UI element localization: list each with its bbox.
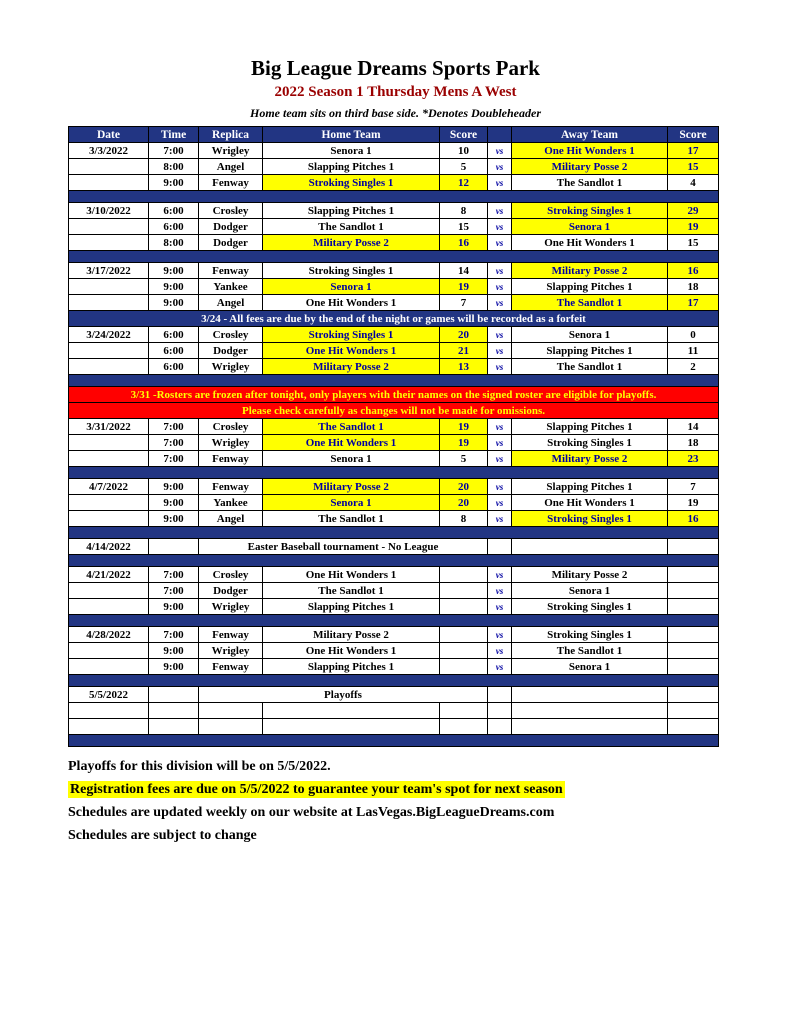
separator-bar [69, 375, 719, 387]
empty-cell [263, 703, 440, 719]
game-row [69, 279, 719, 295]
away-team-cell [512, 539, 668, 555]
time-cell: 7:00 [149, 419, 199, 435]
separator-bar [69, 467, 719, 479]
replica-cell: Angel [199, 511, 263, 527]
home-team-cell: The Sandlot 1 [263, 419, 440, 435]
empty-cell [69, 719, 149, 735]
replica-cell: Fenway [199, 479, 263, 495]
away-team-cell: Slapping Pitches 1 [512, 279, 668, 295]
separator-bar [69, 527, 719, 539]
date-cell [69, 235, 149, 251]
replica-cell: Fenway [199, 659, 263, 675]
event-cell: Playoffs [199, 687, 488, 703]
away-team-cell: Stroking Singles 1 [512, 203, 668, 219]
home-team-cell: One Hit Wonders 1 [263, 643, 440, 659]
game-row [69, 235, 719, 251]
date-cell [69, 583, 149, 599]
home-team-cell: One Hit Wonders 1 [263, 435, 440, 451]
separator-bar [69, 735, 719, 747]
vs-label: vs [488, 295, 512, 311]
replica-cell: Wrigley [199, 643, 263, 659]
date-cell: 5/5/2022 [69, 687, 149, 703]
game-row [69, 583, 719, 599]
time-cell: 7:00 [149, 451, 199, 467]
header-vs [488, 127, 512, 143]
date-cell: 3/17/2022 [69, 263, 149, 279]
game-row [69, 203, 719, 219]
empty-cell [512, 719, 668, 735]
separator-bar [69, 615, 719, 627]
replica-cell: Crosley [199, 327, 263, 343]
vs-label: vs [488, 175, 512, 191]
away-team-cell: Military Posse 2 [512, 263, 668, 279]
away-team-cell: Stroking Singles 1 [512, 511, 668, 527]
game-row [69, 495, 719, 511]
page-subtitle: 2022 Season 1 Thursday Mens A West [274, 84, 517, 100]
away-team-cell: One Hit Wonders 1 [512, 143, 668, 159]
home-score-cell: 8 [440, 511, 488, 527]
home-team-cell: One Hit Wonders 1 [263, 295, 440, 311]
home-team-cell: Senora 1 [263, 279, 440, 295]
roster-alert-line: 3/31 -Rosters are frozen after tonight, only players with their names on the signed roster are eligible for playoffs. [69, 387, 719, 403]
notice-banner-row [69, 311, 719, 327]
away-team-cell: Senora 1 [512, 659, 668, 675]
away-score-cell [668, 567, 719, 583]
vs-label: vs [488, 435, 512, 451]
away-team-cell: Senora 1 [512, 583, 668, 599]
time-cell: 6:00 [149, 359, 199, 375]
home-team-cell: Slapping Pitches 1 [263, 203, 440, 219]
away-team-cell: The Sandlot 1 [512, 175, 668, 191]
home-score-cell: 20 [440, 495, 488, 511]
empty-cell [440, 703, 488, 719]
empty-cell [512, 703, 668, 719]
replica-cell: Angel [199, 159, 263, 175]
vs-label: vs [488, 495, 512, 511]
home-score-cell: 13 [440, 359, 488, 375]
home-team-cell: Military Posse 2 [263, 627, 440, 643]
home-score-cell: 12 [440, 175, 488, 191]
time-cell: 7:00 [149, 567, 199, 583]
replica-cell: Angel [199, 295, 263, 311]
date-cell: 3/24/2022 [69, 327, 149, 343]
home-score-cell: 19 [440, 435, 488, 451]
away-score-cell [668, 659, 719, 675]
home-score-cell: 15 [440, 219, 488, 235]
away-team-cell: Stroking Singles 1 [512, 435, 668, 451]
away-team-cell: Senora 1 [512, 327, 668, 343]
home-score-cell [440, 643, 488, 659]
separator-bar [69, 191, 719, 203]
footer-notes [68, 759, 723, 844]
vs-label: vs [488, 219, 512, 235]
game-row [69, 359, 719, 375]
vs-empty-cell [488, 539, 512, 555]
replica-cell: Fenway [199, 451, 263, 467]
home-team-cell: Stroking Singles 1 [263, 263, 440, 279]
away-score-cell: 11 [668, 343, 719, 359]
away-score-cell: 2 [668, 359, 719, 375]
date-cell [69, 643, 149, 659]
time-cell: 9:00 [149, 659, 199, 675]
date-cell: 4/7/2022 [69, 479, 149, 495]
away-score-cell [668, 539, 719, 555]
date-cell [69, 295, 149, 311]
date-cell: 4/21/2022 [69, 567, 149, 583]
home-score-cell: 14 [440, 263, 488, 279]
roster-alert-line: Please check carefully as changes will not be made for omissions. [69, 403, 719, 419]
home-team-cell: One Hit Wonders 1 [263, 343, 440, 359]
date-cell: 4/14/2022 [69, 539, 149, 555]
away-score-cell: 18 [668, 435, 719, 451]
separator-row [69, 191, 719, 203]
home-score-cell: 8 [440, 203, 488, 219]
empty-row [69, 719, 719, 735]
time-cell: 9:00 [149, 295, 199, 311]
home-team-cell: The Sandlot 1 [263, 583, 440, 599]
date-cell: 3/3/2022 [69, 143, 149, 159]
away-score-cell [668, 583, 719, 599]
empty-cell [668, 703, 719, 719]
time-cell: 8:00 [149, 235, 199, 251]
footer-registration-note: Registration fees are due on 5/5/2022 to guarantee your team's spot for next season [70, 782, 563, 797]
away-team-cell: Slapping Pitches 1 [512, 343, 668, 359]
header-date: Date [69, 127, 149, 143]
empty-cell [488, 703, 512, 719]
vs-label: vs [488, 583, 512, 599]
separator-row [69, 467, 719, 479]
vs-label: vs [488, 659, 512, 675]
vs-label: vs [488, 159, 512, 175]
replica-cell: Yankee [199, 279, 263, 295]
away-score-cell: 29 [668, 203, 719, 219]
replica-cell: Wrigley [199, 359, 263, 375]
separator-row [69, 735, 719, 747]
empty-cell [668, 719, 719, 735]
time-cell: 9:00 [149, 263, 199, 279]
away-score-cell [668, 643, 719, 659]
away-score-cell: 4 [668, 175, 719, 191]
away-team-cell: The Sandlot 1 [512, 295, 668, 311]
away-score-cell: 16 [668, 263, 719, 279]
date-cell: 4/28/2022 [69, 627, 149, 643]
empty-cell [440, 719, 488, 735]
time-cell: 9:00 [149, 599, 199, 615]
home-team-cell: The Sandlot 1 [263, 511, 440, 527]
roster-alert-row [69, 387, 719, 403]
empty-cell [199, 719, 263, 735]
time-cell: 8:00 [149, 159, 199, 175]
home-team-cell: Stroking Singles 1 [263, 175, 440, 191]
home-score-cell [440, 567, 488, 583]
away-team-cell: Military Posse 2 [512, 451, 668, 467]
time-cell: 6:00 [149, 343, 199, 359]
date-cell [69, 495, 149, 511]
game-row [69, 451, 719, 467]
time-cell [149, 539, 199, 555]
away-score-cell [668, 599, 719, 615]
game-row [69, 143, 719, 159]
home-score-cell [440, 627, 488, 643]
vs-label: vs [488, 479, 512, 495]
away-team-cell [512, 687, 668, 703]
empty-cell [149, 719, 199, 735]
home-team-cell: Senora 1 [263, 143, 440, 159]
away-score-cell: 0 [668, 327, 719, 343]
home-team-cell: Slapping Pitches 1 [263, 659, 440, 675]
separator-bar [69, 675, 719, 687]
home-team-cell: The Sandlot 1 [263, 219, 440, 235]
replica-cell: Fenway [199, 627, 263, 643]
away-team-cell: The Sandlot 1 [512, 359, 668, 375]
date-cell [69, 159, 149, 175]
home-score-cell [440, 599, 488, 615]
vs-empty-cell [488, 687, 512, 703]
time-cell: 9:00 [149, 175, 199, 191]
home-score-cell [440, 583, 488, 599]
event-row [69, 687, 719, 703]
away-score-cell: 18 [668, 279, 719, 295]
header-home-team: Home Team [263, 127, 440, 143]
empty-row [69, 703, 719, 719]
game-row [69, 263, 719, 279]
replica-cell: Dodger [199, 235, 263, 251]
away-team-cell: Senora 1 [512, 219, 668, 235]
header-replica: Replica [199, 127, 263, 143]
vs-label: vs [488, 511, 512, 527]
time-cell: 9:00 [149, 643, 199, 659]
page-note: Home team sits on third base side. *Denotes Doubleheader [250, 106, 541, 120]
away-team-cell: Slapping Pitches 1 [512, 479, 668, 495]
time-cell: 7:00 [149, 627, 199, 643]
home-team-cell: Military Posse 2 [263, 235, 440, 251]
time-cell: 9:00 [149, 279, 199, 295]
away-team-cell: Military Posse 2 [512, 567, 668, 583]
fees-banner: 3/24 - All fees are due by the end of the night or games will be recorded as a forfeit [69, 311, 719, 327]
replica-cell: Yankee [199, 495, 263, 511]
date-cell [69, 599, 149, 615]
vs-label: vs [488, 203, 512, 219]
replica-cell: Wrigley [199, 435, 263, 451]
home-score-cell: 20 [440, 327, 488, 343]
game-row [69, 343, 719, 359]
separator-row [69, 375, 719, 387]
replica-cell: Fenway [199, 175, 263, 191]
separator-row [69, 251, 719, 263]
date-cell [69, 279, 149, 295]
time-cell: 9:00 [149, 479, 199, 495]
time-cell: 7:00 [149, 583, 199, 599]
home-team-cell: Senora 1 [263, 451, 440, 467]
roster-alert-row [69, 403, 719, 419]
vs-label: vs [488, 327, 512, 343]
game-row [69, 159, 719, 175]
home-score-cell: 19 [440, 419, 488, 435]
time-cell: 6:00 [149, 327, 199, 343]
vs-label: vs [488, 643, 512, 659]
vs-label: vs [488, 599, 512, 615]
time-cell: 6:00 [149, 219, 199, 235]
separator-row [69, 527, 719, 539]
date-cell: 3/10/2022 [69, 203, 149, 219]
time-cell: 7:00 [149, 435, 199, 451]
home-team-cell: Military Posse 2 [263, 359, 440, 375]
away-score-cell: 15 [668, 235, 719, 251]
footer-website-note: Schedules are updated weekly on our website at LasVegas.BigLeagueDreams.com [68, 805, 555, 820]
home-team-cell: Military Posse 2 [263, 479, 440, 495]
replica-cell: Fenway [199, 263, 263, 279]
home-score-cell: 21 [440, 343, 488, 359]
home-score-cell: 19 [440, 279, 488, 295]
schedule-body [69, 143, 719, 747]
away-score-cell: 17 [668, 143, 719, 159]
date-cell [69, 451, 149, 467]
header-home-score: Score [440, 127, 488, 143]
page-title: Big League Dreams Sports Park [251, 56, 540, 80]
vs-label: vs [488, 451, 512, 467]
time-cell: 7:00 [149, 143, 199, 159]
away-score-cell [668, 627, 719, 643]
away-score-cell: 19 [668, 219, 719, 235]
date-cell [69, 175, 149, 191]
empty-cell [488, 719, 512, 735]
home-team-cell: Slapping Pitches 1 [263, 159, 440, 175]
game-row [69, 175, 719, 191]
game-row [69, 419, 719, 435]
date-cell [69, 343, 149, 359]
time-cell: 9:00 [149, 511, 199, 527]
vs-label: vs [488, 359, 512, 375]
footer-playoffs-note: Playoffs for this division will be on 5/5/2022. [68, 759, 331, 774]
away-score-cell: 14 [668, 419, 719, 435]
header-row [69, 127, 719, 143]
separator-bar [69, 251, 719, 263]
date-cell [69, 219, 149, 235]
replica-cell: Crosley [199, 203, 263, 219]
game-row [69, 599, 719, 615]
replica-cell: Crosley [199, 567, 263, 583]
home-score-cell: 7 [440, 295, 488, 311]
home-score-cell: 5 [440, 159, 488, 175]
replica-cell: Dodger [199, 583, 263, 599]
date-cell [69, 511, 149, 527]
home-score-cell: 20 [440, 479, 488, 495]
game-row [69, 627, 719, 643]
vs-label: vs [488, 419, 512, 435]
away-team-cell: Stroking Singles 1 [512, 599, 668, 615]
vs-label: vs [488, 263, 512, 279]
empty-cell [263, 719, 440, 735]
game-row [69, 643, 719, 659]
empty-cell [69, 703, 149, 719]
header-away-team: Away Team [512, 127, 668, 143]
header-time: Time [149, 127, 199, 143]
away-team-cell: One Hit Wonders 1 [512, 495, 668, 511]
away-score-cell: 16 [668, 511, 719, 527]
vs-label: vs [488, 627, 512, 643]
header-away-score: Score [668, 127, 719, 143]
home-score-cell: 16 [440, 235, 488, 251]
game-row [69, 659, 719, 675]
home-team-cell: Senora 1 [263, 495, 440, 511]
game-row [69, 327, 719, 343]
date-cell [69, 659, 149, 675]
replica-cell: Wrigley [199, 143, 263, 159]
date-cell [69, 359, 149, 375]
event-row [69, 539, 719, 555]
home-team-cell: One Hit Wonders 1 [263, 567, 440, 583]
away-team-cell: Slapping Pitches 1 [512, 419, 668, 435]
separator-row [69, 555, 719, 567]
home-score-cell: 10 [440, 143, 488, 159]
game-row [69, 219, 719, 235]
replica-cell: Dodger [199, 343, 263, 359]
replica-cell: Dodger [199, 219, 263, 235]
empty-cell [199, 703, 263, 719]
away-team-cell: The Sandlot 1 [512, 643, 668, 659]
home-score-cell: 5 [440, 451, 488, 467]
separator-row [69, 675, 719, 687]
date-cell [69, 435, 149, 451]
home-team-cell: Slapping Pitches 1 [263, 599, 440, 615]
game-row [69, 435, 719, 451]
away-score-cell: 19 [668, 495, 719, 511]
time-cell [149, 687, 199, 703]
schedule-table [68, 126, 719, 747]
away-score-cell: 15 [668, 159, 719, 175]
date-cell: 3/31/2022 [69, 419, 149, 435]
empty-cell [149, 703, 199, 719]
game-row [69, 479, 719, 495]
game-row [69, 295, 719, 311]
away-score-cell: 17 [668, 295, 719, 311]
away-team-cell: One Hit Wonders 1 [512, 235, 668, 251]
away-team-cell: Stroking Singles 1 [512, 627, 668, 643]
vs-label: vs [488, 279, 512, 295]
vs-label: vs [488, 343, 512, 359]
away-team-cell: Military Posse 2 [512, 159, 668, 175]
vs-label: vs [488, 235, 512, 251]
vs-label: vs [488, 567, 512, 583]
time-cell: 9:00 [149, 495, 199, 511]
time-cell: 6:00 [149, 203, 199, 219]
replica-cell: Wrigley [199, 599, 263, 615]
away-score-cell: 23 [668, 451, 719, 467]
separator-bar [69, 555, 719, 567]
separator-row [69, 615, 719, 627]
footer-subject-to-change-note: Schedules are subject to change [68, 828, 257, 843]
home-team-cell: Stroking Singles 1 [263, 327, 440, 343]
replica-cell: Crosley [199, 419, 263, 435]
event-cell: Easter Baseball tournament - No League [199, 539, 488, 555]
game-row [69, 511, 719, 527]
game-row [69, 567, 719, 583]
vs-label: vs [488, 143, 512, 159]
away-score-cell: 7 [668, 479, 719, 495]
home-score-cell [440, 659, 488, 675]
away-score-cell [668, 687, 719, 703]
